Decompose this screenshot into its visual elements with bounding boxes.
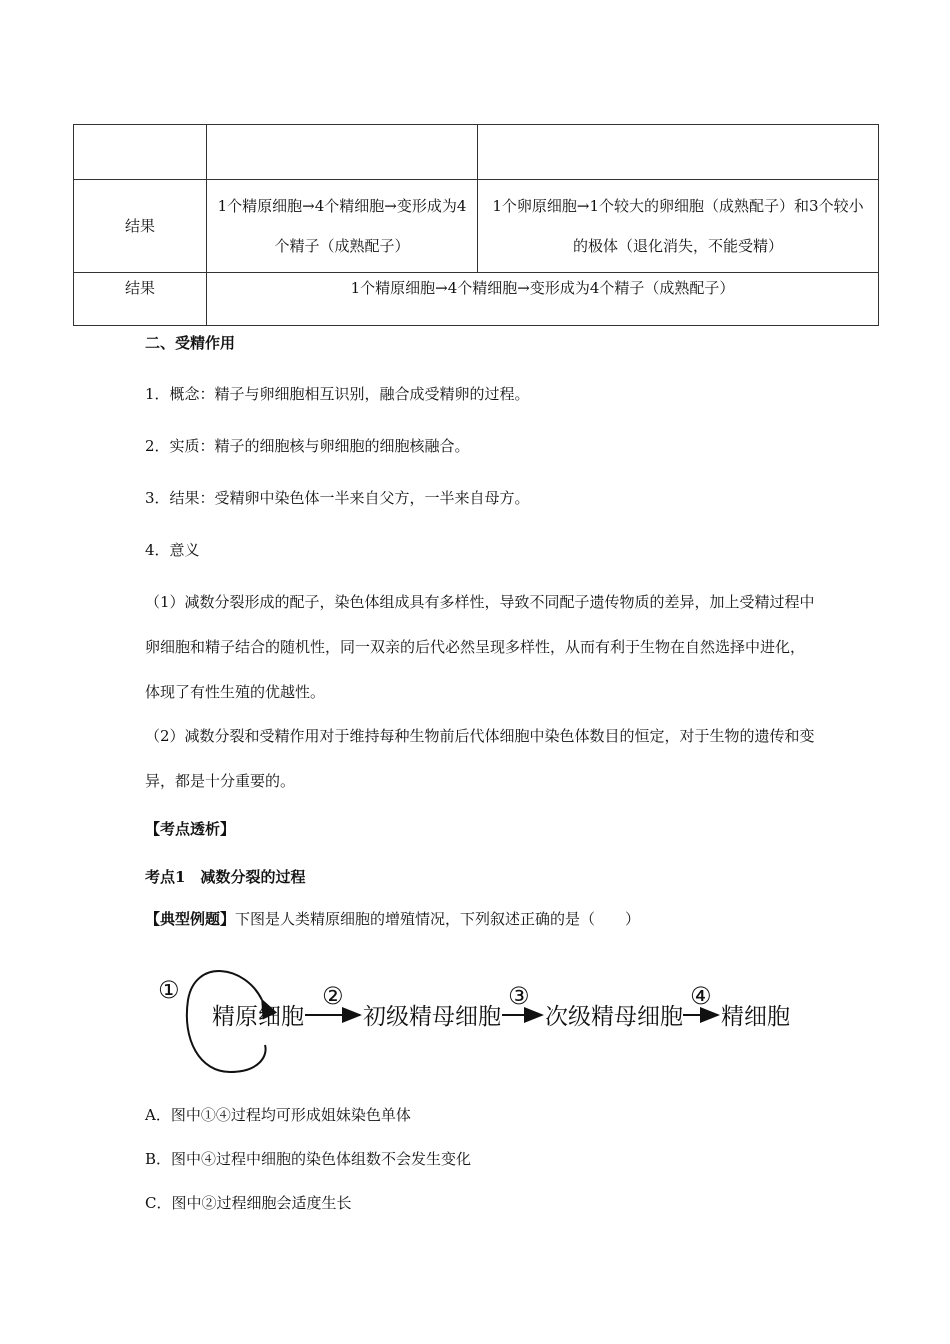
essence-line: 2．实质：精子的细胞核与卵细胞的细胞核融合。 [145,437,470,455]
option-b: B．图中④过程中细胞的染色体组数不会发生变化 [145,1150,472,1168]
option-c: C．图中②过程细胞会适度生长 [145,1194,352,1212]
significance-line: 4．意义 [145,541,200,559]
example-tag: 【典型例题】 [145,910,236,928]
male-result-cell: 1个精原细胞→4个精细胞→变形成为4个精子（成熟配子） [207,180,478,273]
table-row [74,125,879,180]
analysis-heading: 【考点透析】 [145,820,236,838]
significance-paragraph-2: （2）减数分裂和受精作用对于维持每种生物前后代体细胞中染色体数目的恒定，对于生物的遗传和变异，都是十分重要的。 [145,727,815,790]
example-question [145,908,640,930]
table-row [74,180,879,273]
row-label: 结果 [74,273,207,326]
table-cell [207,125,478,180]
female-result-cell: 1个卵原细胞→1个较大的卵细胞（成熟配子）和3个较小的极体（退化消失，不能受精） [478,180,879,273]
table-row [74,273,879,326]
node-primary-spermatocyte: 初级精母细胞 [363,1004,501,1030]
node-secondary-spermatocyte: 次级精母细胞 [545,1004,683,1030]
row-label: 结果 [74,180,207,273]
marker-2: ② [322,982,344,1010]
key-point-title: 考点1 减数分裂的过程 [145,868,306,886]
option-a: A．图中①④过程均可形成姐妹染色单体 [145,1106,411,1124]
marker-3: ③ [508,982,530,1010]
concept-line: 1．概念：精子与卵细胞相互识别，融合成受精卵的过程。 [145,385,530,403]
significance-paragraph-1: （1）减数分裂形成的配子，染色体组成具有多样性，导致不同配子遗传物质的差异，加上受精过程中卵细胞和精子结合的随机性，同一双亲的后代必然呈现多样性，从而有利于生物在自然选择中进化，体现了有性生殖的优越性。 [145,593,815,701]
table-cell [74,125,207,180]
example-text: 下图是人类精原细胞的增殖情况，下列叙述正确的是（ ） [235,910,641,928]
marker-1: ① [158,976,180,1004]
node-spermatogonium: 精原细胞 [212,1004,304,1030]
marker-4: ④ [690,982,712,1010]
result-line: 3．结果：受精卵中染色体一半来自父方，一半来自母方。 [145,489,530,507]
table-cell [478,125,879,180]
merged-result-cell: 1个精原细胞→4个精细胞→变形成为4个精子（成熟配子） [207,273,879,326]
section-heading: 二、受精作用 [145,334,236,352]
cell-proliferation-diagram [150,960,800,1080]
comparison-table [73,124,879,326]
node-spermatid: 精细胞 [721,1004,790,1030]
